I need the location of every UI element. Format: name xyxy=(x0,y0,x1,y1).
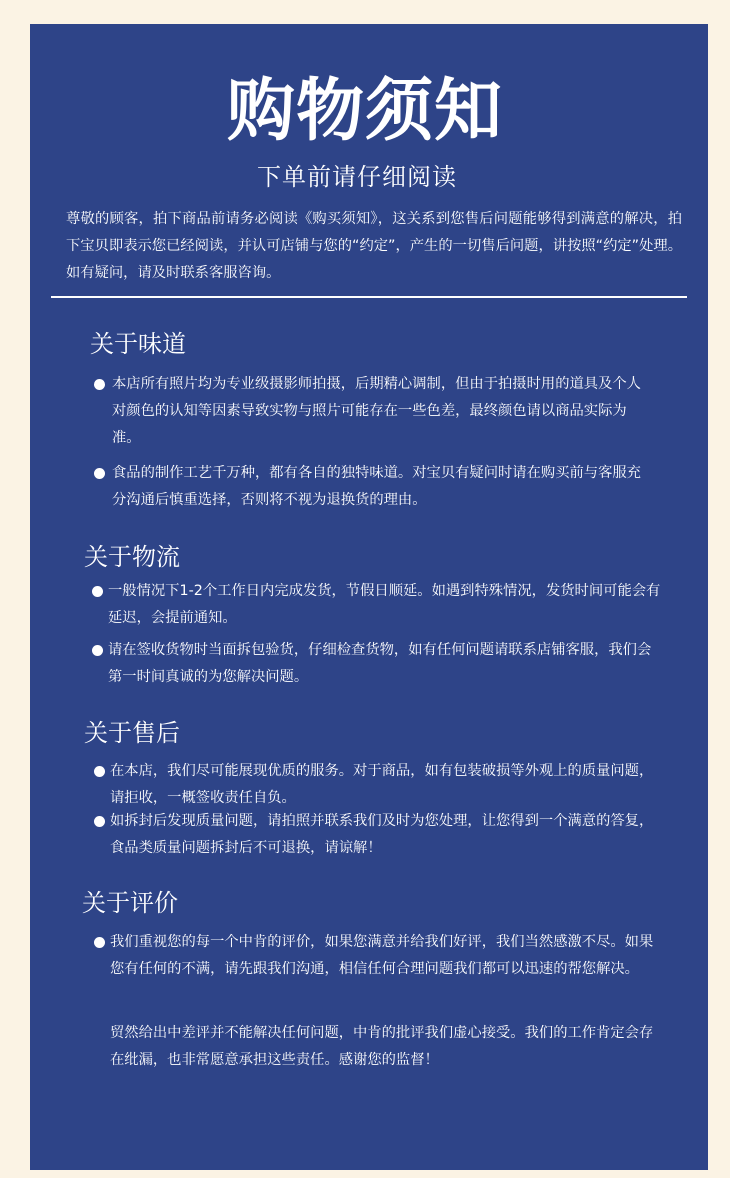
intro-paragraph: 尊敬的顾客，拍下商品前请务必阅读《购买须知》，这关系到您售后问题能够得到满意的解决，拍下宝贝即表示您已经阅读，并认可店铺与您的“约定”，产生的一切售后问题，讲按照“约定”处理。如有疑问，请及时联系客服咨询。 xyxy=(66,211,682,281)
page-title: 购物须知 xyxy=(226,71,503,151)
logistics-item-1-text: 一般情况下1-2个工作日内完成发货，节假日顺延。如遇到特殊情况，发货时间可能会有延迟，会提前通知。 xyxy=(108,583,661,626)
taste-item-1-text: 本店所有照片均为专业级摄影师拍摄，后期精心调制，但由于拍摄时用的道具及个人对颜色的认知等因素导致实物与照片可能存在一些色差，最终颜色请以商品实际为准。 xyxy=(112,376,641,446)
divider xyxy=(51,296,687,298)
logistics-item-2 xyxy=(92,637,662,691)
reviews-item-2 xyxy=(110,1020,666,1074)
aftersales-item-1 xyxy=(94,758,664,812)
bullet-icon xyxy=(94,379,105,390)
bullet-icon xyxy=(94,937,105,948)
reviews-item-2-text: 贸然给出中差评并不能解决任何问题，中肯的批评我们虚心接受。我们的工作肯定会存在纰漏，也非常愿意承担这些责任。感谢您的监督！ xyxy=(110,1025,654,1068)
logistics-item-1 xyxy=(92,578,662,632)
page-subtitle: 下单前请仔细阅读 xyxy=(257,163,457,191)
taste-item-2-text: 食品的制作工艺千万种，都有各自的独特味道。对宝贝有疑问时请在购买前与客服充分沟通后慎重选择，否则将不视为退换货的理由。 xyxy=(112,465,641,508)
aftersales-item-2-text: 如拆封后发现质量问题，请拍照并联系我们及时为您处理，让您得到一个满意的答复，食品类质量问题拆封后不可退换，请谅解！ xyxy=(110,813,654,856)
bullet-icon xyxy=(94,816,105,827)
aftersales-item-1-text: 在本店，我们尽可能展现优质的服务。对于商品，如有包装破损等外观上的质量问题，请拒收，一概签收责任自负。 xyxy=(110,763,654,806)
logistics-item-2-text: 请在签收货物时当面拆包验货，仔细检查货物，如有任何问题请联系店铺客服，我们会第一时间真诚的为您解决问题。 xyxy=(108,642,652,685)
bullet-icon xyxy=(94,766,105,777)
bullet-icon xyxy=(92,586,103,597)
taste-item-2 xyxy=(94,460,652,514)
bullet-icon xyxy=(92,645,103,656)
section-title-logistics: 关于物流 xyxy=(84,543,180,571)
section-title-aftersales: 关于售后 xyxy=(84,719,180,747)
reviews-item-1 xyxy=(94,929,666,983)
taste-item-1 xyxy=(94,371,652,452)
bullet-icon xyxy=(94,468,105,479)
section-title-reviews: 关于评价 xyxy=(82,889,178,917)
aftersales-item-2 xyxy=(94,808,664,862)
reviews-item-1-text: 我们重视您的每一个中肯的评价，如果您满意并给我们好评，我们当然感激不尽。如果您有任何的不满，请先跟我们沟通，相信任何合理问题我们都可以迅速的帮您解决。 xyxy=(110,934,654,977)
section-title-taste: 关于味道 xyxy=(90,330,186,358)
